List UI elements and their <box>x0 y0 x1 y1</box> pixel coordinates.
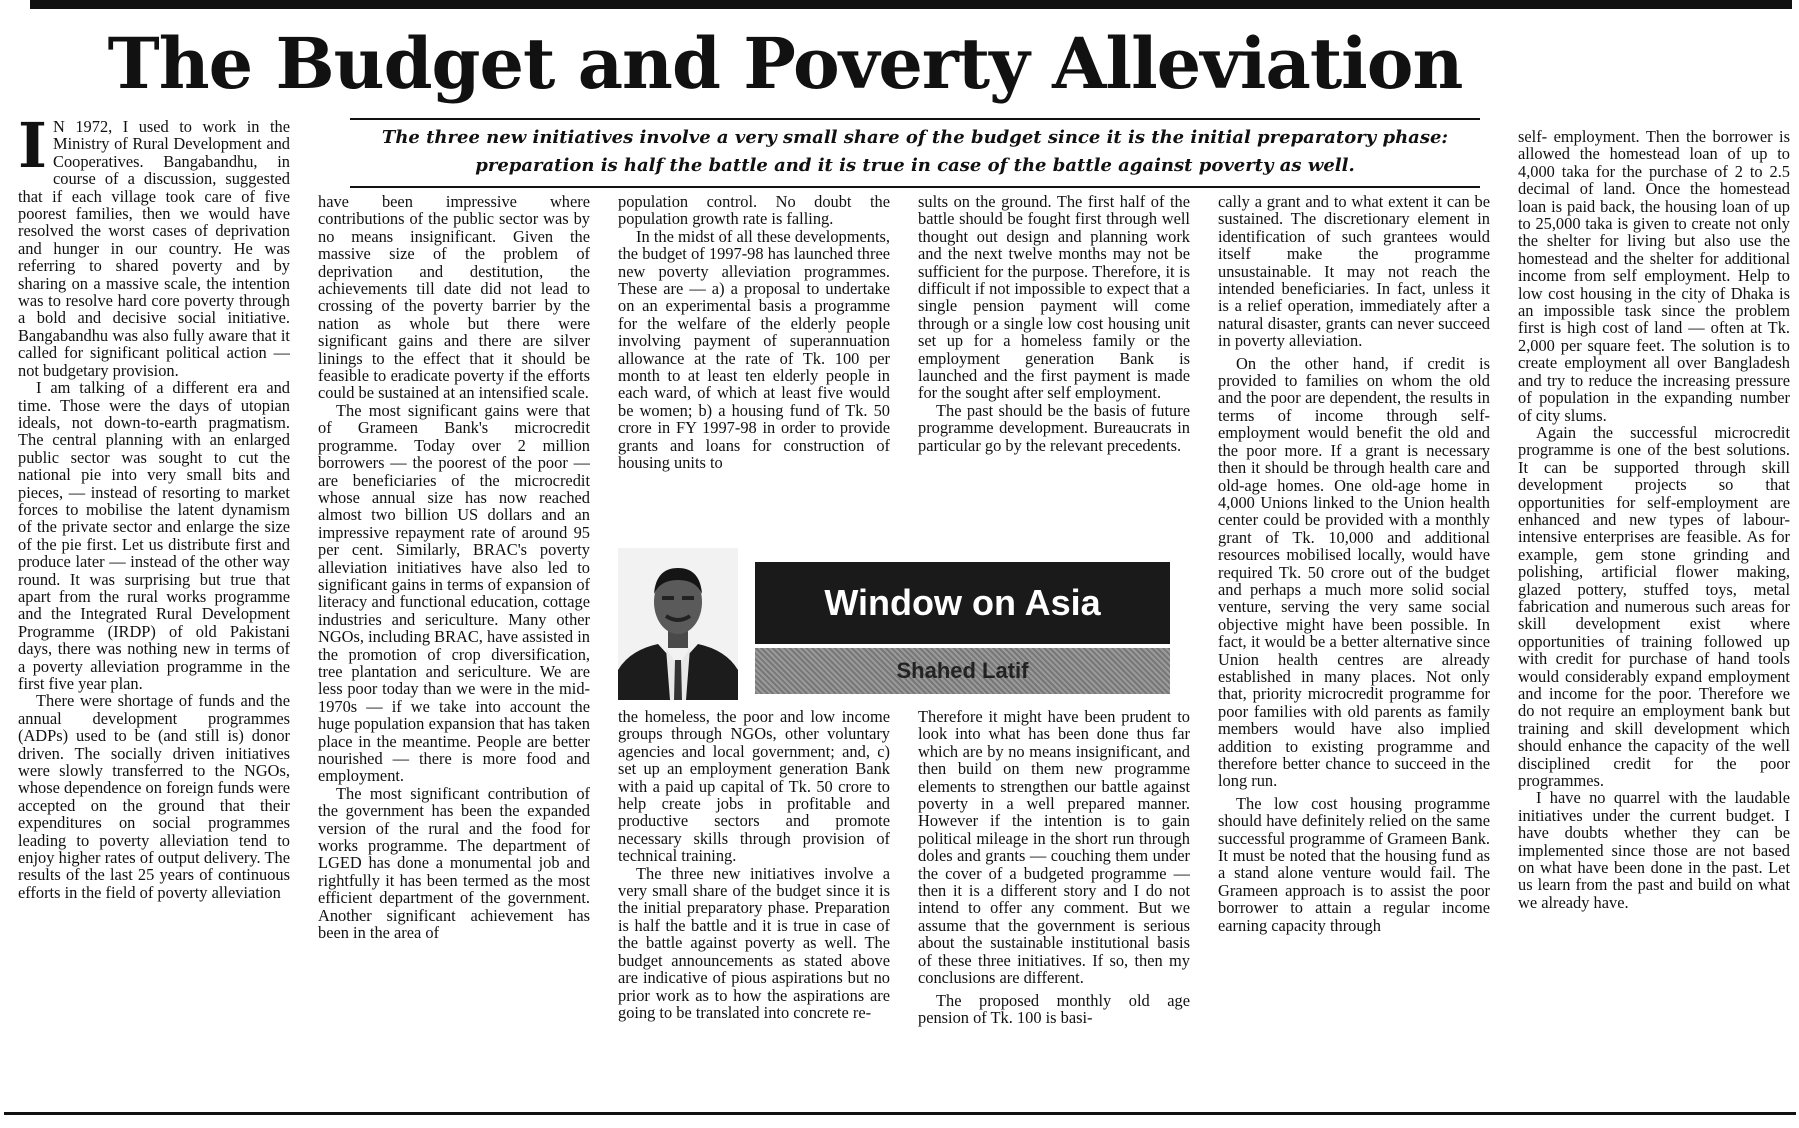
column-3-bottom <box>618 708 890 1108</box>
paragraph: The most significant contribution of the government has been the expanded version of the rural and the food for works programme. The department of LGED has done a monumental job and rightfully it has been termed as the most efficient department of the government. Another significant achievement has been in the area of <box>318 783 590 943</box>
paragraph: The three new initiatives involve a very small share of the budget since it is the initial preparatory phase. Preparation is half the battle and it is true in case of the battle against poverty as well. The budget announcements as stated above are indicative of pious aspirations but no prior work as to how the aspirations are going to be translated into concrete re- <box>618 863 890 1022</box>
column-4-bottom <box>918 708 1190 1108</box>
paragraph: self- employment. Then the borrower is allowed the homestead loan of up to 4,000 taka for the purchase of 2 to 2.5 decimal of land. Once the homestead loan is paid back, the housing loan of up to 25,000 taka is given to create not only the shelter for living but also use the homestead and the shelter for additional income from self employment. Help to low cost housing in the city of Dhaka is an impossible task since the problem first is high cost of land — often at Tk. 2,000 per square feet. The solution is to create employment all over Bangladesh and try to reduce the increasing pressure of population in the expanding number of city slums. <box>1518 128 1790 425</box>
bottom-rule <box>4 1112 1796 1115</box>
paragraph: have been impressive where contributions of the public sector was by no means insignificant. Given the massive size of the problem of deprivation and destitution, the achievements till date did not lead to crossing of the poverty barrier by the nation as whole but there were significant gains and there are silver linings to the effect that it should be feasible to eradicate poverty if the efforts could be sustained at an intensified scale. <box>318 193 590 403</box>
column-6 <box>1518 128 1790 1108</box>
paragraph: I am talking of a different era and time. Those were the days of utopian ideals, not down-to-earth pragmatism. The central planning with an enlarged public sector was sought to cut the national pie into very small bits and pieces, — instead of resorting to market forces to mobilise the latent dynamism of the private sector and enlarge the size of the pie first. Let us distribute first and produce later — instead of the other way round. It was surprising but true that apart from the rural works programme and the Integrated Rural Development Programme (IRDP) of old Pakistani days, there was nothing new in terms of a poverty alleviation programme in the first five year plan. <box>18 378 290 693</box>
column-3-top <box>618 193 890 541</box>
paragraph: Again the successful microcredit programme is one of the best solutions. It can be supported through skill development projects so that opportunities for self-employment are enhanced and new types of labour-intensive enterprises are feasible. As for example, gem stone grinding and polishing, artificial flower making, glazed pottery, stuffed toys, metal fabrication and numerous such areas for skill development exist where opportunities of training followed up with credit for purchase of hand tools would considerably expand employment and income for the poor. Therefore we do not require an employment bank but training and skill development which should enhance the capacity of the well disciplined credit for the poor programmes. <box>1518 422 1790 791</box>
byline: Shahed Latif <box>755 648 1170 694</box>
paragraph: the homeless, the poor and low income groups through NGOs, other voluntary agencies and local government; and, c) set up an employment generation Bank with a paid up capital of Tk. 50 crore to help create jobs in profitable and productive sectors and promote necessary skills through provision of technical training. <box>618 708 890 866</box>
paragraph: sults on the ground. The first half of the battle should be fought first through well thought out design and planning work and the next twelve months may not be sufficient for the purpose. Therefore, it is difficult if not impossible to expect that a single pension payment will come through or a single low cost housing unit set up for a homeless family or the employment generation Bank is launched and the first payment is made for the sought after self employment. <box>918 193 1190 403</box>
column-4-top <box>918 193 1190 541</box>
column-1 <box>18 118 290 1108</box>
paragraph-text: N 1972, I used to work in the Ministry of Rural Development and Cooperatives. Bangabandhu, in course of a discussion, suggested that if each village took care of five poorest families, then we would have resolved the worst cases of deprivation and hunger in our country. He was referring to shared poverty and by sharing on a massive scale, the intention was to resolve hard core poverty through a bold and decisive social initiative. Bangabandhu was also fully aware that it called for significant political action — not budgetary provision. <box>18 118 290 380</box>
dropcap: I <box>18 118 48 182</box>
paragraph: The proposed monthly old age pension of Tk. 100 is basi- <box>918 990 1190 1027</box>
column-5 <box>1218 193 1490 1108</box>
deck-line-1: The three new initiatives involve a very small share of the budget since it is the initial preparatory phase: <box>381 127 1449 148</box>
column-label: Window on Asia <box>755 562 1170 644</box>
column-2 <box>318 193 590 1108</box>
paragraph: There were shortage of funds and the annual development programmes (ADPs) used to be (and still is) donor driven. The socially driven initiatives were slowly transferred to the NGOs, whose dependence on foreign funds were accepted on the ground that their expenditures on social programmes leading to poverty alleviation tend to enjoy higher rates of output delivery. The results of the last 25 years of continuous efforts in the field of poverty alleviation <box>18 691 290 902</box>
paragraph: The most significant gains were that of Grameen Bank's microcredit programme. Today over 2 million borrowers — the poorest of the poor — are beneficiaries of the microcredit whose annual size has now reached almost two billion US dollars and an impressive repayment rate of around 95 per cent. Similarly, BRAC's poverty alleviation initiatives have also led to significant gains in terms of expansion of literacy and functional education, cottage industries and sericulture. Many other NGOs, including BRAC, have assisted in the promotion of crop diversification, tree plantation and sericulture. We are less poor today than we were in the mid-1970s — if we take into account the huge population expansion that has taken place in the meantime. People are better nourished — there is more food and employment. <box>318 400 590 786</box>
paragraph <box>18 118 290 379</box>
paragraph: Therefore it might have been prudent to look into what has been done thus far which are by no means insignificant, and then build on them new programme elements to strengthen our battle against poverty in a well prepared manner. However if the intention is to gain political mileage in the short run through doles and grants — couching them under the cover of a budgeted programme — then it is a different story and I do not intend to offer any comment. But we assume that the government is serious about the sustainable institutional basis of these three initiatives. If so, then my conclusions are different. <box>918 708 1190 988</box>
headline: The Budget and Poverty Alleviation <box>107 22 1463 105</box>
paragraph: cally a grant and to what extent it can be sustained. The discretionary element in identification of such grantees would itself make the programme unsustainable. It may not reach the intended beneficiaries. In fact, unless it is a relief operation, immediately after a natural disaster, grants can never succeed in poverty alleviation. <box>1218 193 1490 351</box>
deck-line-2: preparation is half the battle and it is true in case of the battle against poverty as well. <box>475 155 1355 176</box>
deck <box>350 118 1480 188</box>
paragraph: On the other hand, if credit is provided to families on whom the old and the poor are dependent, the results in terms of income through self-employment would benefit the old and the poor more. If a grant is necessary then it should be through health care and old-age homes. One old-age home in 4,000 Unions linked to the Union health center could be provided with a monthly grant of Tk. 10,000 and additional resources mobilised locally, would have required Tk. 50 crore out of the budget and perhaps a much more solid social venture, serving the very same social objective might have been possible. In fact, it would be a better alternative since Union health centres are already established in many places. Not only that, priority microcredit programme for poor families with old parents as family members would have also implied addition to existing programme and therefore better chance to succeed in the long run. <box>1218 353 1490 791</box>
top-rule <box>30 0 1792 9</box>
author-photo <box>618 548 738 700</box>
paragraph: population control. No doubt the population growth rate is falling. <box>618 193 890 229</box>
paragraph: The low cost housing programme should have definitely relied on the same successful programme of Grameen Bank. It must be noted that the housing fund as a stand alone venture would fail. The Grameen approach is to assist the poor borrower to attain a regular income earning capacity through <box>1218 793 1490 935</box>
paragraph: The past should be the basis of future programme development. Bureaucrats in particular go by the relevant precedents. <box>918 400 1190 455</box>
paragraph: In the midst of all these developments, the budget of 1997-98 has launched three new poverty alleviation programmes. These are — a) a proposal to undertake on an experimental basis a programme for the welfare of the elderly people involving payment of superannuation allowance at the rate of Tk. 100 per month to at least ten elderly people in each ward, of which at least five would be women; b) a housing fund of Tk. 50 crore in FY 1997-98 in order to provide grants and loans for construction of housing units to <box>618 226 890 473</box>
paragraph: I have no quarrel with the laudable initiatives under the current budget. I have doubts whether they can be implemented since those are not based on what have been done in the past. Let us learn from the past and build on what we already have. <box>1518 788 1790 912</box>
column-label-box <box>755 562 1170 696</box>
